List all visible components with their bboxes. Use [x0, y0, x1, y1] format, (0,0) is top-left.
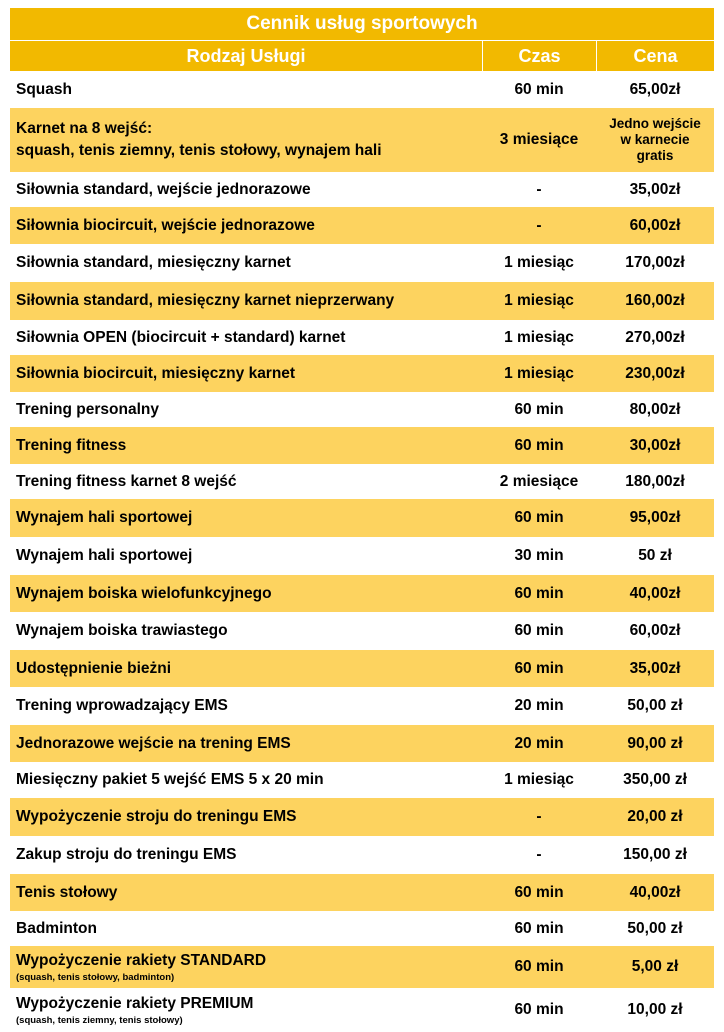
header-price: Cena: [596, 41, 714, 71]
table-row: [10, 282, 714, 320]
service-time: 60 min: [514, 622, 564, 639]
service-price: 270,00zł: [625, 328, 685, 346]
table-row: [10, 537, 714, 575]
service-name: Jednorazowe wejście na trening EMS: [16, 734, 291, 752]
service-time: 60 min: [514, 584, 564, 602]
service-time: 30 min: [514, 547, 564, 564]
price-table: [10, 8, 714, 1032]
service-price: 20,00 zł: [627, 808, 683, 825]
header-time: Czas: [482, 41, 596, 71]
service-name: Udostępnienie bieżni: [16, 659, 172, 677]
service-name: Wynajem hali sportowej: [16, 509, 193, 526]
header-service: Rodzaj Usługi: [186, 46, 306, 66]
table-row: [10, 836, 714, 874]
service-price: 10,00 zł: [627, 1001, 683, 1018]
service-time: 20 min: [514, 697, 564, 714]
service-time: 60 min: [514, 80, 564, 98]
service-time: 1 miesiąc: [504, 364, 574, 382]
service-name-main: Wypożyczenie rakiety STANDARD: [16, 951, 267, 969]
service-time: 60 min: [514, 958, 564, 975]
service-price: 160,00zł: [625, 292, 685, 309]
service-name-note: (squash, tenis ziemny, tenis stołowy): [16, 1014, 183, 1026]
service-time: 60 min: [514, 919, 564, 937]
service-time: 60 min: [514, 509, 564, 526]
service-price-line: Jedno wejście: [609, 115, 701, 131]
table-row: [10, 612, 714, 650]
table-row: [10, 687, 714, 725]
service-price: 50,00 zł: [627, 697, 683, 714]
service-price: 350,00 zł: [623, 771, 687, 788]
table-row: [10, 464, 714, 499]
service-name: Badminton: [16, 919, 97, 937]
table-row: [10, 172, 714, 207]
service-time: 20 min: [514, 734, 564, 752]
service-name-main: Wypożyczenie rakiety PREMIUM: [16, 994, 254, 1012]
service-time: 60 min: [514, 883, 564, 901]
service-name: Miesięczny pakiet 5 wejść EMS 5 x 20 min: [16, 771, 324, 788]
service-name: Wypożyczenie stroju do treningu EMS: [16, 808, 297, 825]
service-time: -: [536, 846, 542, 863]
service-name: Wynajem boiska wielofunkcyjnego: [16, 584, 272, 602]
service-name: Trening personalny: [16, 400, 159, 418]
service-price: 5,00 zł: [631, 958, 679, 975]
service-name: Siłownia standard, miesięczny karnet nieprzerwany: [16, 292, 395, 309]
table-row: [10, 392, 714, 427]
service-price: 95,00zł: [629, 509, 681, 526]
service-price: 170,00zł: [625, 254, 685, 271]
service-time: 2 miesiące: [499, 472, 579, 490]
service-price: 150,00 zł: [623, 846, 687, 863]
service-name-line: squash, tenis ziemny, tenis stołowy, wynajem hali: [16, 142, 382, 159]
service-price: 65,00zł: [629, 80, 681, 98]
service-name: [10, 952, 482, 983]
table-row: [10, 499, 714, 537]
service-name: Siłownia standard, miesięczny karnet: [16, 254, 291, 271]
service-time: 60 min: [514, 436, 564, 454]
table-row: [10, 244, 714, 282]
service-price: 180,00zł: [625, 472, 685, 490]
service-price: 230,00zł: [625, 364, 685, 382]
table-row: [10, 427, 714, 464]
service-name: Trening fitness karnet 8 wejść: [16, 472, 237, 490]
service-time: -: [536, 216, 542, 234]
service-time: 60 min: [514, 1001, 564, 1018]
service-name: Siłownia standard, wejście jednorazowe: [16, 180, 311, 198]
service-price: 50 zł: [638, 547, 672, 564]
service-time: 60 min: [514, 400, 564, 418]
service-time: 1 miesiąc: [504, 292, 574, 309]
service-time: 3 miesiące: [499, 131, 579, 148]
service-name: Siłownia biocircuit, miesięczny karnet: [16, 364, 296, 382]
service-price: [596, 116, 714, 165]
service-time: 1 miesiąc: [504, 254, 574, 271]
service-price: 35,00zł: [629, 180, 681, 198]
table-row: [10, 108, 714, 172]
service-time: -: [536, 808, 542, 825]
service-name-note: (squash, tenis stołowy, badminton): [16, 971, 175, 983]
service-price: 60,00zł: [629, 216, 681, 234]
table-row: [10, 798, 714, 836]
service-price: 40,00zł: [629, 883, 681, 901]
table-row: [10, 911, 714, 946]
service-price: 80,00zł: [629, 400, 681, 418]
service-price: 35,00zł: [629, 659, 681, 677]
table-row: [10, 355, 714, 392]
service-price: 40,00zł: [629, 584, 681, 602]
table-title: Cennik usług sportowych: [10, 8, 714, 40]
service-time: 60 min: [514, 659, 564, 677]
table-row: [10, 71, 714, 108]
table-row: [10, 320, 714, 355]
service-name: [10, 118, 482, 163]
service-price: 50,00 zł: [627, 919, 683, 937]
table-row: [10, 725, 714, 762]
service-price-line: w karnecie: [620, 131, 690, 147]
table-row: [10, 207, 714, 244]
service-time: 1 miesiąc: [504, 328, 574, 346]
service-price: 30,00zł: [629, 436, 681, 454]
table-row: [10, 762, 714, 798]
service-price-line: gratis: [636, 148, 674, 164]
service-name: Zakup stroju do treningu EMS: [16, 846, 237, 863]
table-row: [10, 988, 714, 1032]
table-row: [10, 874, 714, 911]
service-name-line: Karnet na 8 wejść:: [16, 119, 153, 137]
service-name: Wynajem hali sportowej: [16, 547, 193, 564]
table-row: [10, 575, 714, 612]
service-time: -: [536, 180, 542, 198]
table-row: [10, 650, 714, 687]
service-name: Trening wprowadzający EMS: [16, 697, 228, 714]
header-row: [10, 40, 714, 71]
table-row: [10, 946, 714, 988]
service-name: Siłownia OPEN (biocircuit + standard) karnet: [16, 328, 346, 346]
service-name: Trening fitness: [16, 436, 127, 454]
service-name: Siłownia biocircuit, wejście jednorazowe: [16, 216, 315, 234]
service-price: 90,00 zł: [627, 734, 683, 752]
service-name: Tenis stołowy: [16, 883, 118, 901]
service-price: 60,00zł: [629, 622, 681, 639]
service-name: Squash: [16, 80, 72, 98]
service-time: 1 miesiąc: [504, 771, 574, 788]
service-name: [10, 995, 482, 1026]
service-name: Wynajem boiska trawiastego: [16, 622, 228, 639]
